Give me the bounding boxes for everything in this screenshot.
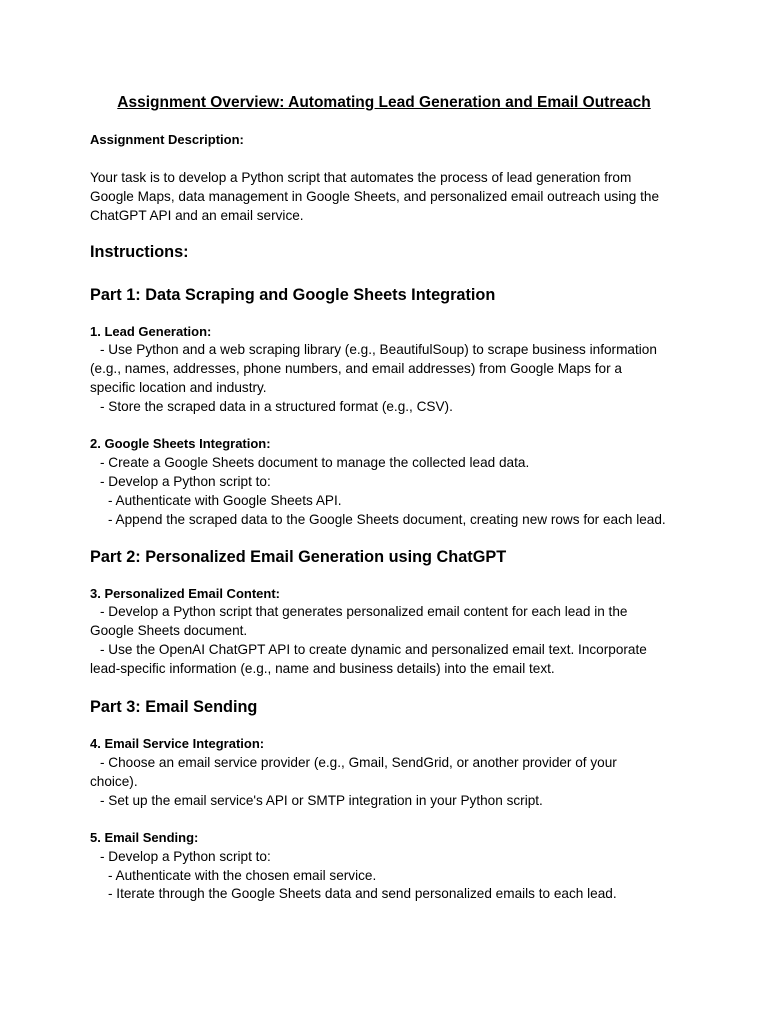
part2-heading: Part 2: Personalized Email Generation using ChatGPT (90, 547, 507, 566)
step2-line: - Append the scraped data to the Google Sheets document, creating new rows for each lead. (108, 511, 666, 527)
step1-line: - Store the scraped data in a structured format (e.g., CSV). (100, 399, 453, 415)
step2-line: - Authenticate with Google Sheets API. (108, 492, 342, 508)
instructions-heading: Instructions: (90, 242, 189, 261)
step3-line: - Use the OpenAI ChatGPT API to create dynamic and personalized email text. Incorporate (100, 642, 647, 658)
step4-line: - Set up the email service's API or SMTP integration in your Python script. (100, 792, 543, 808)
step2-line: - Develop a Python script to: (100, 473, 271, 489)
step4-label: 4. Email Service Integration: (90, 736, 265, 752)
part1-heading: Part 1: Data Scraping and Google Sheets Integration (90, 285, 496, 304)
step1-line: specific location and industry. (90, 380, 267, 396)
step3-line: lead-specific information (e.g., name and business details) into the email text. (90, 661, 555, 677)
step4-line: choice). (90, 773, 138, 789)
step5-line: - Develop a Python script to: (100, 848, 271, 864)
step1-label: 1. Lead Generation: (90, 323, 212, 339)
step3-line: Google Sheets document. (90, 623, 248, 639)
description-line: Google Maps, data management in Google Sheets, and personalized email outreach using the (90, 188, 660, 204)
step2-line: - Create a Google Sheets document to manage the collected lead data. (100, 454, 530, 470)
step2-label: 2. Google Sheets Integration: (90, 436, 271, 452)
step5-line: - Authenticate with the chosen email service. (108, 867, 377, 883)
description-line: ChatGPT API and an email service. (90, 207, 304, 223)
step4-line: - Choose an email service provider (e.g., Gmail, SendGrid, or another provider of your (100, 755, 617, 771)
step3-line: - Develop a Python script that generates personalized email content for each lead in the (100, 604, 628, 620)
document-body (90, 131, 690, 904)
step5-label: 5. Email Sending: (90, 829, 199, 845)
step3-label: 3. Personalized Email Content: (90, 585, 280, 601)
document-title: Assignment Overview: Automating Lead Generation and Email Outreach (117, 94, 651, 111)
step1-line: - Use Python and a web scraping library (e.g., BeautifulSoup) to scrape business information (100, 342, 657, 358)
description-line: Your task is to develop a Python script that automates the process of lead generation from (90, 169, 632, 185)
description-label: Assignment Description: (90, 132, 244, 147)
step5-line: - Iterate through the Google Sheets data and send personalized emails to each lead. (108, 886, 617, 902)
step1-line: (e.g., names, addresses, phone numbers, and email addresses) from Google Maps for a (90, 361, 622, 377)
part3-heading: Part 3: Email Sending (90, 698, 258, 717)
